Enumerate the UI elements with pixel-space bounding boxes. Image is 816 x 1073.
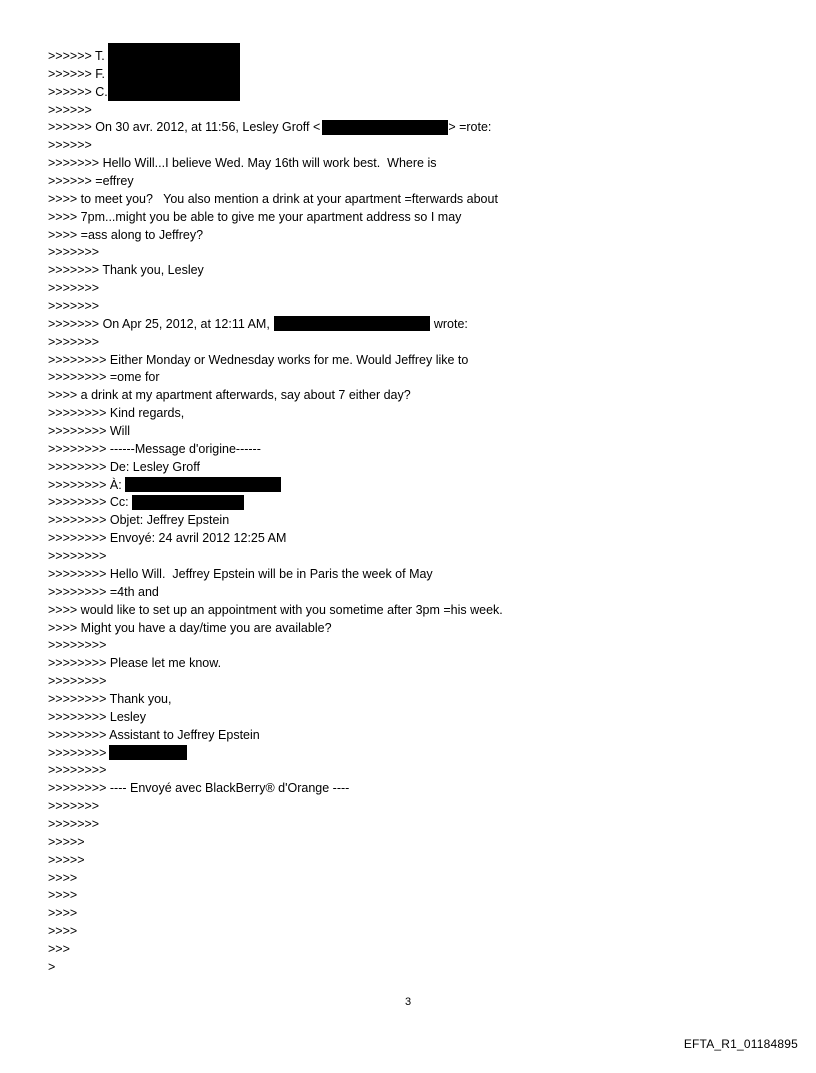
text-line: >>>>>>> <box>48 334 100 349</box>
text-line: >>>> =ass along to Jeffrey? <box>48 227 204 242</box>
text-line: >>>>>>>> <box>48 763 107 778</box>
text-line: >>>>>>>> Cc: <box>48 494 788 512</box>
text-line: >>>> would like to set up an appointment with you sometime after 3pm =his week. <box>48 602 503 617</box>
text-line: >>>>>>>> À: <box>48 477 788 495</box>
text-line: >>>>>>> <box>48 816 100 831</box>
text-line: >>>>>>> <box>48 799 100 814</box>
email-text-body <box>48 48 788 977</box>
text-line: >>>> <box>48 888 78 903</box>
text-line: >>>>>>> <box>48 281 100 296</box>
redaction-block <box>125 477 281 492</box>
text-line: >>>>>>>> =ome for <box>48 370 160 385</box>
redaction-block <box>322 120 448 135</box>
text-line: >>>>>>>> <box>48 549 107 564</box>
text-line: >>>>>>>> Please let me know. <box>48 656 222 671</box>
text-line: >>>>>> C. <box>48 84 108 99</box>
text-line: >>>>>>>> <box>48 745 788 763</box>
redaction-block <box>109 745 187 760</box>
bates-number: EFTA_R1_01184895 <box>683 1037 798 1051</box>
text-line: >>>>>>> Hello Will...I believe Wed. May 16th will work best. Where is <box>48 156 437 171</box>
text-line: >>>> a drink at my apartment afterwards, say about 7 either day? <box>48 388 411 403</box>
text-line: >>>> <box>48 870 78 885</box>
text-line: >>>>>>>> Either Monday or Wednesday works for me. Would Jeffrey like to <box>48 352 469 367</box>
text-line: > <box>48 959 56 974</box>
text-line: >>> <box>48 941 70 956</box>
text-line: >>>> Might you have a day/time you are available? <box>48 620 332 635</box>
text-line: >>>>> <box>48 852 85 867</box>
text-line: >>>>>> On 30 avr. 2012, at 11:56, Lesley Groff < > =rote: <box>48 120 492 135</box>
text-line: >>>>>>> <box>48 299 100 314</box>
text-line: >>>> <box>48 906 78 921</box>
text-line: >>>>>>>> Objet: Jeffrey Epstein <box>48 513 230 528</box>
page-number: 3 <box>404 996 412 1008</box>
text-line: >>>>>> <box>48 102 92 117</box>
text-line: >>>>>> F. <box>48 66 105 81</box>
text-line: >>>>>>> <box>48 245 100 260</box>
text-line: >>>>>> =effrey <box>48 174 134 189</box>
text-line: >>>>>>>> <box>48 638 107 653</box>
redaction-block <box>132 495 244 510</box>
text-line: >>>>>>>> Envoyé: 24 avril 2012 12:25 AM <box>48 531 287 546</box>
text-line: >>>>>>>> Thank you, <box>48 691 172 706</box>
text-line: >>>>>>>> <box>48 674 107 689</box>
text-line: >>>>>>>> Kind regards, <box>48 406 185 421</box>
redaction-block <box>274 316 430 331</box>
text-line: >>>> to meet you? You also mention a drink at your apartment =fterwards about <box>48 191 498 206</box>
text-line: >>>>>>>> Hello Will. Jeffrey Epstein will be in Paris the week of May <box>48 566 433 581</box>
text-line: >>>>>>>> =4th and <box>48 584 159 599</box>
text-line: >>>>>> <box>48 138 92 153</box>
text-line: >>>>>>> On Apr 25, 2012, at 12:11 AM, wrote: <box>48 316 468 331</box>
text-line: >>>>>>>> Assistant to Jeffrey Epstein <box>48 727 260 742</box>
text-line: >>>>>>>> Will <box>48 424 131 439</box>
text-line: >>>>>>>> Lesley <box>48 709 147 724</box>
text-line: >>>> <box>48 924 78 939</box>
text-line: >>>>>> T. <box>48 49 105 63</box>
text-line: >>>>> <box>48 834 85 849</box>
text-line: >>>>>>>> De: Lesley Groff <box>48 459 200 474</box>
text-line: >>>> 7pm...might you be able to give me your apartment address so I may <box>48 209 462 224</box>
text-line: >>>>>>>> ---- Envoyé avec BlackBerry® d'Orange ---- <box>48 781 350 796</box>
text-line: >>>>>>> Thank you, Lesley <box>48 263 204 278</box>
text-line: >>>>>>>> ------Message d'origine------ <box>48 441 261 456</box>
redaction-block <box>108 43 240 101</box>
